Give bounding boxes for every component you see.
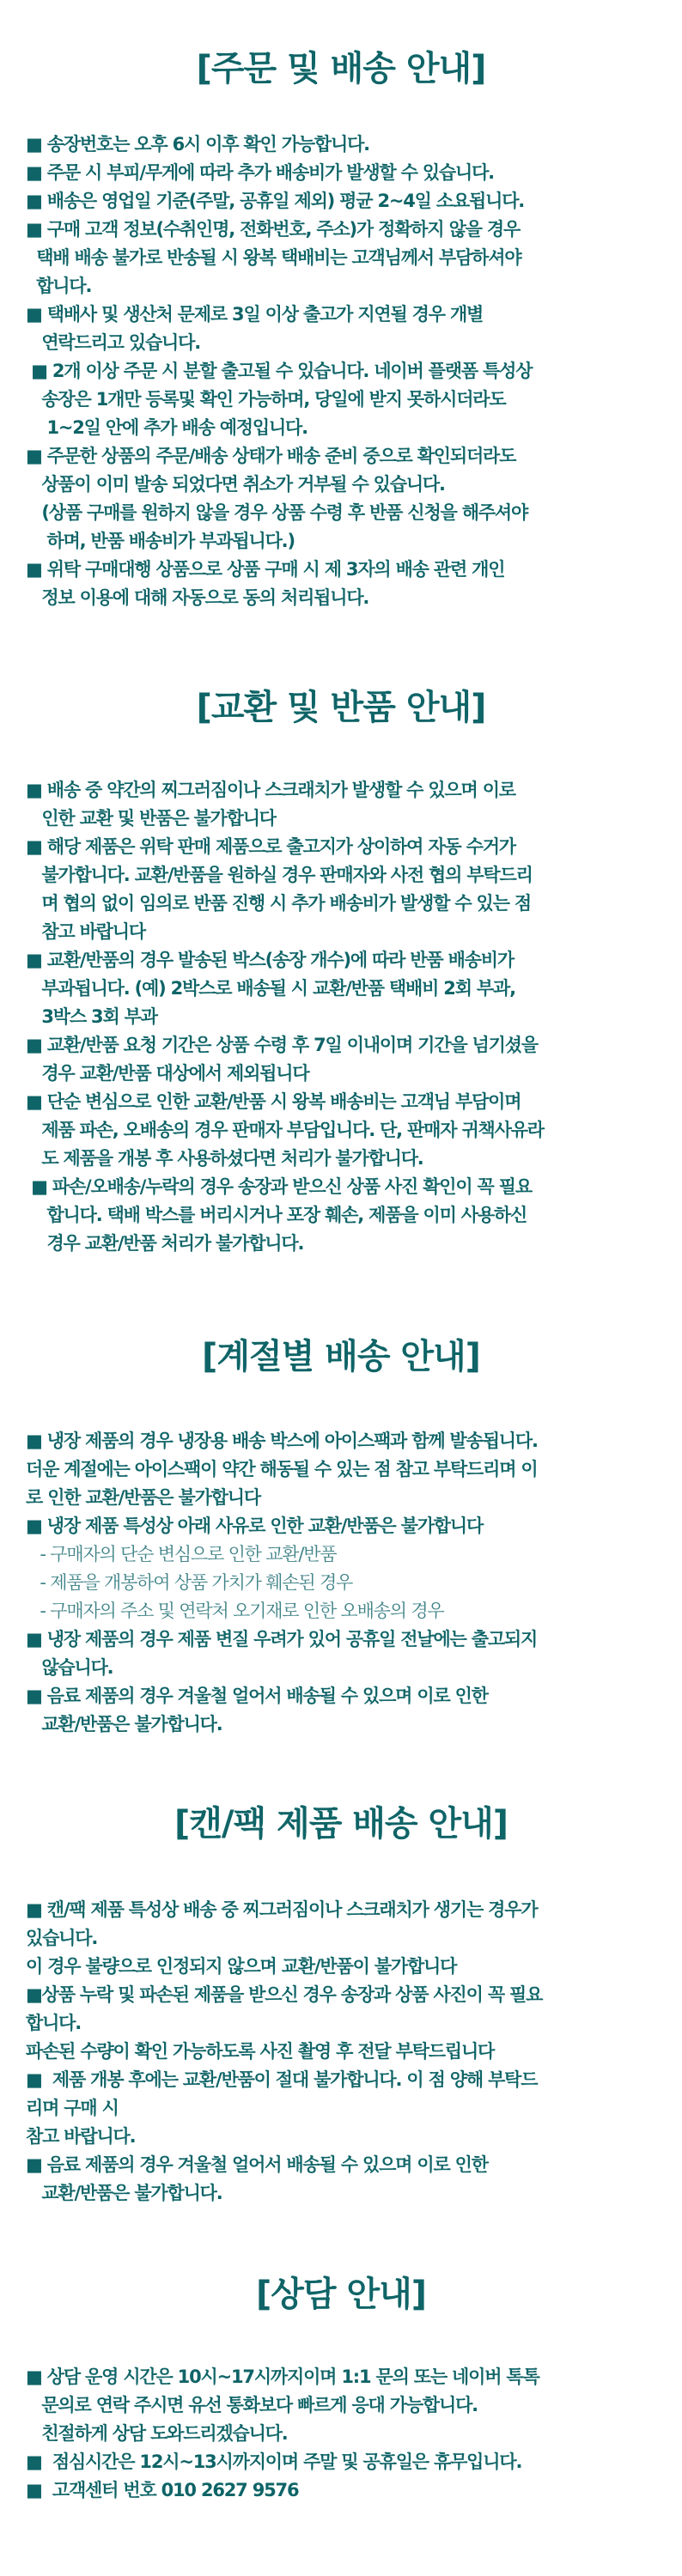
notice-line: ■ 점심시간은 12시~13시까지이며 주말 및 공휴일은 휴무입니다. [26,2451,522,2472]
notice-line: ■ 파손/오배송/누락의 경우 송장과 받으신 상품 사진 확인이 꼭 필요 [26,1176,532,1197]
notice-line: 부과됩니다. (예) 2박스로 배송될 시 교환/반품 택배비 2회 부과, [26,978,515,999]
notice-line: 않습니다. [26,1657,113,1678]
notice-line: 더운 계절에는 아이스팩이 약간 해동될 수 있는 점 참고 부탁드리며 이 [26,1459,538,1479]
notice-line: ■상품 누락 및 파손된 제품을 받으신 경우 송장과 상품 사진이 꼭 필요 [26,1984,543,2005]
notice-line: 참고 바랍니다. [26,2126,136,2147]
section-body-seasonal-shipping [26,1427,661,1739]
notice-line: 며 협의 없이 임의로 반품 진행 시 추가 배송비가 발생할 수 있는 점 [26,893,531,914]
notice-line: 연락드리고 있습니다. [26,332,200,353]
notice-line: 상품이 이미 발송 되었다면 취소가 거부될 수 있습니다. [26,474,445,495]
notice-line: 경우 교환/반품 처리가 불가합니다. [26,1233,304,1254]
section-title-can-pack-shipping: [캔/팩 제품 배송 안내] [174,1804,508,1844]
notice-line: 친절하게 상담 도와드리겠습니다. [26,2423,288,2444]
section-title-seasonal-shipping: [계절별 배송 안내] [202,1337,480,1376]
notice-line: ■ 냉장 제품 특성상 아래 사유로 인한 교환/반품은 불가합니다 [26,1516,484,1536]
section-body-order-shipping [26,131,661,612]
notice-line: ■ 제품 개봉 후에는 교환/반품이 절대 불가합니다. 이 점 양해 부탁드 [26,2069,538,2090]
notice-line: 송장은 1개만 등록및 확인 가능하며, 당일에 받지 못하시더라도 [26,389,506,410]
notice-line: 1~2일 안에 추가 배송 예정입니다. [26,417,308,438]
notice-line: ■ 단순 변심으로 인한 교환/반품 시 왕복 배송비는 고객님 부담이며 [26,1091,521,1112]
notice-line: ■ 2개 이상 주문 시 분할 출고될 수 있습니다. 네이버 플랫폼 특성상 [26,361,533,381]
notice-line: ■ 냉장 제품의 경우 제품 변질 우려가 있어 공휴일 전날에는 출고되지 [26,1629,538,1649]
notice-line: 합니다. 택배 박스를 버리시거나 포장 훼손, 제품을 이미 사용하신 [26,1205,527,1225]
notice-line: 참고 바랍니다 [26,921,145,942]
notice-sub-line: - 구매자의 단순 변심으로 인한 교환/반품 [26,1544,337,1564]
notice-line: ■ 구매 고객 정보(수취인명, 전화번호, 주소)가 정확하지 않을 경우 [26,219,521,240]
notice-line: ■ 음료 제품의 경우 겨울철 얼어서 배송될 수 있으며 이로 인한 [26,1686,488,1706]
notice-line: 정보 이용에 대해 자동으로 동의 처리됩니다. [26,587,369,608]
notice-line: ■ 송장번호는 오후 6시 이후 확인 가능합니다. [26,134,369,155]
notice-line: ■ 냉장 제품의 경우 냉장용 배송 박스에 아이스팩과 함께 발송됩니다. [26,1431,538,1451]
notice-line: 인한 교환 및 반품은 불가합니다 [26,808,276,829]
notice-line: (상품 구매를 원하지 않을 경우 상품 수령 후 반품 신청을 해주셔야 [26,502,528,523]
notice-line: 이 경우 불량으로 인정되지 않으며 교환/반품이 불가합니다 [26,1956,457,1977]
notice-line: 있습니다. [26,1928,98,1948]
section-title-exchange-return: [교환 및 반품 안내] [196,688,486,727]
notice-line: ■ 배송 중 약간의 찌그러짐이나 스크래치가 발생할 수 있으며 이로 [26,780,515,800]
notice-line: 3박스 3회 부과 [26,1006,157,1027]
notice-line: ■ 해당 제품은 위탁 판매 제품으로 출고지가 상이하여 자동 수거가 [26,836,515,857]
section-body-exchange-return [26,776,661,1258]
notice-line: ■ 택배사 및 생산처 문제로 3일 이상 출고가 지연될 경우 개별 [26,304,484,325]
notice-line: 문의로 연락 주시면 유선 통화보다 빠르게 응대 가능합니다. [26,2395,478,2415]
notice-line: 합니다. [26,2013,82,2033]
notice-line: 파손된 수량이 확인 가능하도록 사진 촬영 후 전달 부탁드립니다 [26,2041,495,2062]
notice-line: ■ 주문 시 부피/무게에 따라 추가 배송비가 발생할 수 있습니다. [26,162,494,183]
notice-sub-line: - 구매자의 주소 및 연락처 오기재로 인한 오배송의 경우 [26,1601,444,1621]
notice-line: 로 인한 교환/반품은 불가합니다 [26,1487,260,1508]
notice-line: 도 제품을 개봉 후 사용하셨다면 처리가 불가합니다. [26,1148,423,1169]
notice-line: 경우 교환/반품 대상에서 제외됩니다 [26,1063,309,1084]
notice-line: 교환/반품은 불가합니다. [26,1714,222,1735]
notice-line: 교환/반품은 불가합니다. [26,2183,222,2203]
notice-line: 택배 배송 불가로 반송될 시 왕복 택배비는 고객님께서 부담하셔야 [26,247,521,268]
notice-line: ■ 배송은 영업일 기준(주말, 공휴일 제외) 평균 2~4일 소요됩니다. [26,191,525,211]
notice-line: ■ 교환/반품의 경우 발송된 박스(송장 개수)에 따라 반품 배송비가 [26,950,514,970]
notice-line: ■ 교환/반품 요청 기간은 상품 수령 후 7일 이내이며 기간을 넘기셨을 [26,1035,538,1055]
notice-line: ■ 주문한 상품의 주문/배송 상태가 배송 준비 중으로 확인되더라도 [26,446,516,466]
notice-line: 불가합니다. 교환/반품을 원하실 경우 판매자와 사전 협의 부탁드리 [26,865,533,885]
notice-line: 합니다. [26,276,92,296]
customer-center-phone: ■ 고객센터 번호 010 2627 9576 [26,2480,299,2500]
notice-line: ■ 위탁 구매대행 상품으로 상품 구매 시 제 3자의 배송 관련 개인 [26,559,505,580]
notice-line: ■ 상담 운영 시간은 10시~17시까지이며 1:1 문의 또는 네이버 톡톡 [26,2366,539,2387]
notice-line: ■ 음료 제품의 경우 겨울철 얼어서 배송될 수 있으며 이로 인한 [26,2154,488,2175]
notice-line: 제품 파손, 오배송의 경우 판매자 부담입니다. 단, 판매자 귀책사유라 [26,1120,544,1140]
notice-sub-line: - 제품을 개봉하여 상품 가치가 훼손된 경우 [26,1572,353,1593]
section-title-order-shipping: [주문 및 배송 안내] [196,49,486,88]
section-body-can-pack-shipping [26,1896,661,2208]
section-body-consultation [26,2363,661,2505]
notice-line: 리며 구매 시 [26,2098,119,2118]
section-title-consultation: [상담 안내] [255,2275,427,2314]
notice-line: 하며, 반품 배송비가 부과됩니다.) [26,531,295,551]
notice-line: ■ 캔/팩 제품 특성상 배송 중 찌그러짐이나 스크래치가 생기는 경우가 [26,1899,538,1920]
